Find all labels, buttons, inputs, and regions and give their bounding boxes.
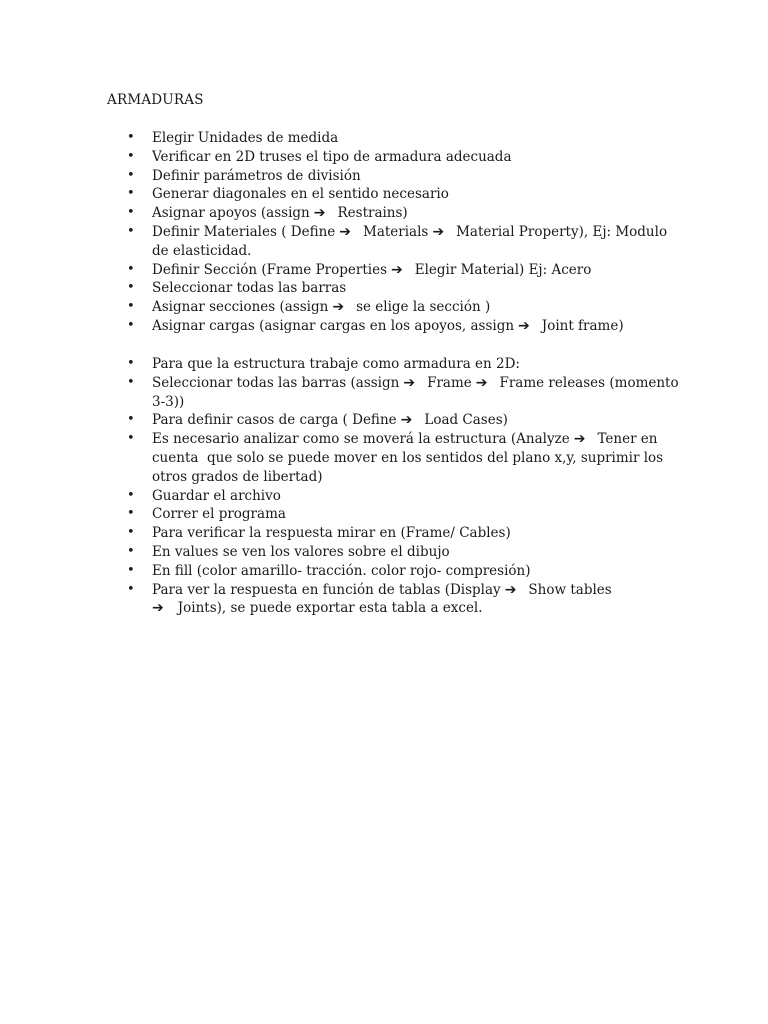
bullet-icon: •	[127, 223, 135, 239]
item-text: Frame releases (momento	[499, 374, 679, 391]
list-item	[107, 148, 667, 167]
item-text: Para que la estructura trabaje como armadura en 2D:	[152, 356, 520, 372]
arrow-right-icon: ➔	[391, 261, 403, 278]
list-item	[107, 562, 667, 581]
steps-list-analysis	[107, 355, 679, 618]
list-item	[107, 261, 667, 280]
arrow-right-icon: ➔	[403, 374, 416, 391]
arrow-right-icon: ➔	[313, 205, 326, 222]
bullet-icon: •	[127, 317, 135, 333]
list-item	[107, 505, 667, 524]
steps-list-setup	[107, 129, 667, 336]
list-item	[107, 185, 667, 204]
item-text: Joints), se puede exportar esta tabla a excel.	[177, 600, 483, 617]
list-item	[107, 374, 679, 412]
arrow-right-icon: ➔	[339, 223, 351, 240]
bullet-icon: •	[127, 130, 135, 145]
item-text: Definir parámetros de división	[152, 167, 361, 184]
item-text: En fill (color amarillo- tracción. color rojo- compresión)	[152, 562, 531, 579]
item-text: Generar diagonales en el sentido necesario	[152, 186, 449, 203]
bullet-icon: •	[127, 205, 135, 221]
list-item	[107, 223, 667, 261]
list-item	[107, 129, 667, 148]
list-item	[107, 298, 667, 317]
bullet-icon: •	[127, 374, 135, 390]
arrow-right-icon: ➔	[573, 431, 586, 448]
bullet-icon: •	[127, 280, 135, 296]
bullet-icon: •	[127, 543, 135, 559]
item-text: Seleccionar todas las barras (assign	[152, 374, 400, 391]
item-text: Asignar cargas (asignar cargas en los apoyos, assign	[152, 317, 515, 334]
item-text: Para definir casos de carga ( Define	[152, 412, 397, 429]
list-item	[107, 487, 667, 506]
arrow-right-icon: ➔	[152, 600, 164, 617]
arrow-right-icon: ➔	[332, 299, 345, 316]
bullet-icon: •	[127, 356, 135, 371]
item-text: Joint frame)	[541, 317, 624, 334]
arrow-right-icon: ➔	[518, 317, 530, 334]
arrow-right-icon: ➔	[504, 581, 517, 598]
bullet-icon: •	[127, 186, 135, 202]
item-text: Para ver la respuesta en función de tablas (Display	[152, 581, 501, 598]
item-text: En values se ven los valores sobre el dibujo	[152, 543, 450, 560]
item-text: Load Cases)	[424, 412, 508, 429]
list-item	[107, 430, 667, 486]
list-item	[107, 279, 667, 298]
bullet-icon: •	[127, 167, 135, 183]
list-item	[107, 411, 667, 430]
item-text: 3-3))	[152, 393, 185, 410]
bullet-icon: •	[127, 506, 135, 522]
item-text: Materials	[363, 223, 429, 240]
item-text: Seleccionar todas las barras	[152, 280, 347, 297]
item-text: Tener en	[597, 431, 658, 448]
bullet-icon: •	[127, 562, 135, 578]
arrow-right-icon: ➔	[400, 412, 413, 429]
item-text: Elegir Unidades de medida	[152, 130, 339, 146]
bullet-icon: •	[127, 581, 135, 597]
list-item	[107, 355, 667, 374]
item-text: Definir Sección (Frame Properties	[152, 261, 387, 278]
list-item	[107, 204, 667, 223]
bullet-icon: •	[127, 487, 135, 503]
bullet-icon: •	[127, 148, 135, 164]
item-text: Es necesario analizar como se moverá la estructura (Analyze	[152, 431, 570, 448]
arrow-right-icon: ➔	[432, 223, 445, 240]
item-text: Guardar el archivo	[152, 487, 281, 504]
list-item	[107, 543, 667, 562]
bullet-icon: •	[127, 299, 135, 315]
item-text: Para verificar la respuesta mirar en (Frame/ Cables)	[152, 525, 511, 542]
item-text: Show tables	[528, 581, 612, 598]
list-item	[107, 317, 667, 336]
list-item	[107, 581, 667, 619]
item-text: se elige la sección )	[356, 299, 491, 316]
bullet-icon: •	[127, 261, 135, 277]
item-text: Correr el programa	[152, 506, 286, 523]
item-text: Asignar apoyos (assign	[152, 205, 310, 222]
bullet-icon: •	[127, 431, 135, 447]
list-item	[107, 167, 667, 186]
item-text: Definir Materiales ( Define	[152, 223, 336, 240]
item-text: Frame	[427, 374, 472, 391]
item-text: Material Property), Ej: Modulo	[456, 223, 668, 240]
item-text: Verificar en 2D truses el tipo de armadura adecuada	[152, 148, 512, 165]
item-text: de elasticidad.	[152, 242, 252, 259]
list-item	[107, 524, 667, 543]
bullet-icon: •	[127, 412, 135, 428]
item-text: otros grados de libertad)	[152, 468, 323, 485]
bullet-icon: •	[127, 525, 135, 541]
document-title: ARMADURAS	[107, 92, 204, 108]
item-text: cuenta que solo se puede mover en los sentidos del plano x,y, suprimir los	[152, 449, 664, 466]
item-text: Asignar secciones (assign	[152, 299, 329, 316]
item-text: Elegir Material) Ej: Acero	[414, 261, 592, 278]
arrow-right-icon: ➔	[475, 374, 488, 391]
item-text: Restrains)	[337, 205, 408, 222]
